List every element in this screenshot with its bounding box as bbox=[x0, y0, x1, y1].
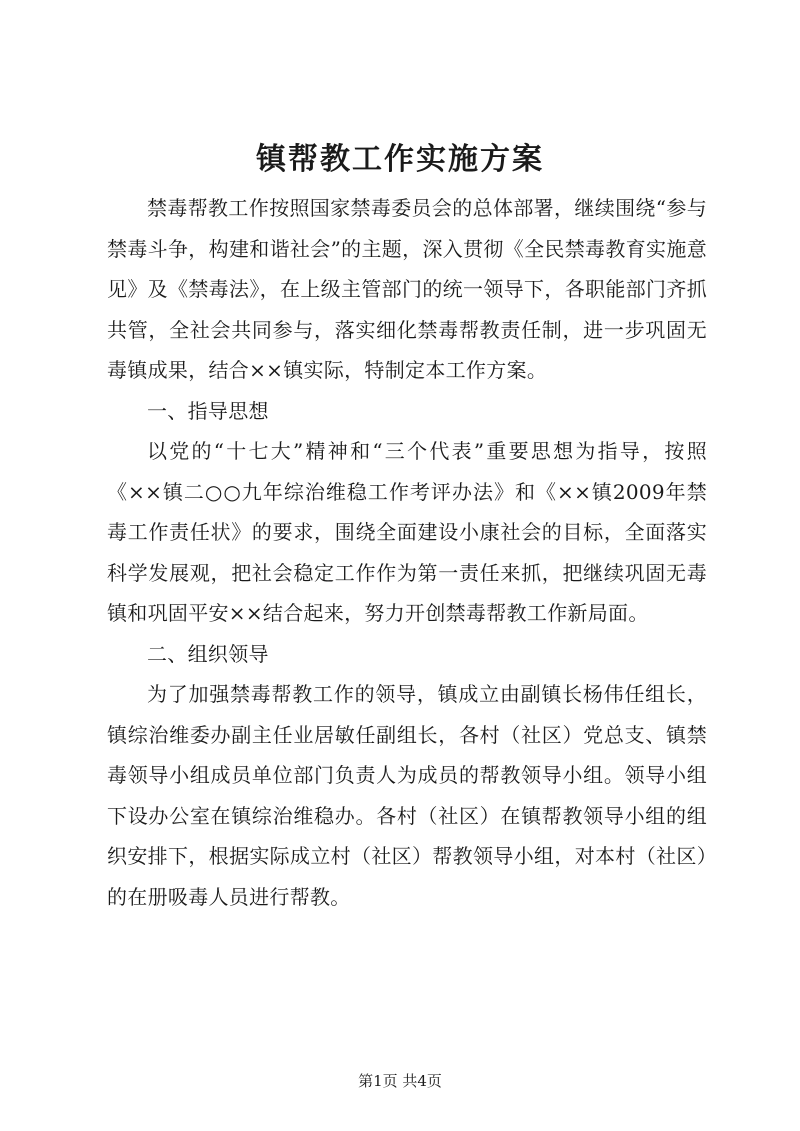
page-footer: 第1页 共4页 bbox=[358, 1072, 442, 1090]
section-heading-organization: 二、组织领导 bbox=[147, 641, 269, 666]
paragraph-guiding-thought: 以党的“十七大”精神和“三个代表”重要思想为指导，按照《××镇二○○九年综治维稳工作考评办法》和《××镇2009年禁毒工作责任状》的要求，围绕全面建设小康社会的目标，全面落实科学发展观，把社会稳定工作作为第一责任来抓，把继续巩固无毒镇和巩固平安××结合起来，努力开创禁毒帮教工作新局面。 bbox=[107, 439, 707, 625]
paragraph-organization: 为了加强禁毒帮教工作的领导，镇成立由副镇长杨伟任组长，镇综治维委办副主任业居敏任副组长，各村（社区）党总支、镇禁毒领导小组成员单位部门负责人为成员的帮教领导小组。领导小组下设办公室在镇综治维稳办。各村（社区）在镇帮教领导小组的组织安排下，根据实际成立村（社区）帮教领导小组，对本村（社区）的在册吸毒人员进行帮教。 bbox=[107, 682, 707, 909]
section-heading-guiding-thought: 一、指导思想 bbox=[147, 398, 269, 423]
document-title: 镇帮教工作实施方案 bbox=[256, 142, 544, 177]
paragraph-intro: 禁毒帮教工作按照国家禁毒委员会的总体部署，继续围绕“参与禁毒斗争，构建和谐社会”的主题，深入贯彻《全民禁毒教育实施意见》及《禁毒法》，在上级主管部门的统一领导下，各职能部门齐抓共管，全社会共同参与，落实细化禁毒帮教责任制，进一步巩固无毒镇成果，结合××镇实际，特制定本工作方案。 bbox=[107, 196, 707, 382]
document-body bbox=[107, 188, 707, 917]
